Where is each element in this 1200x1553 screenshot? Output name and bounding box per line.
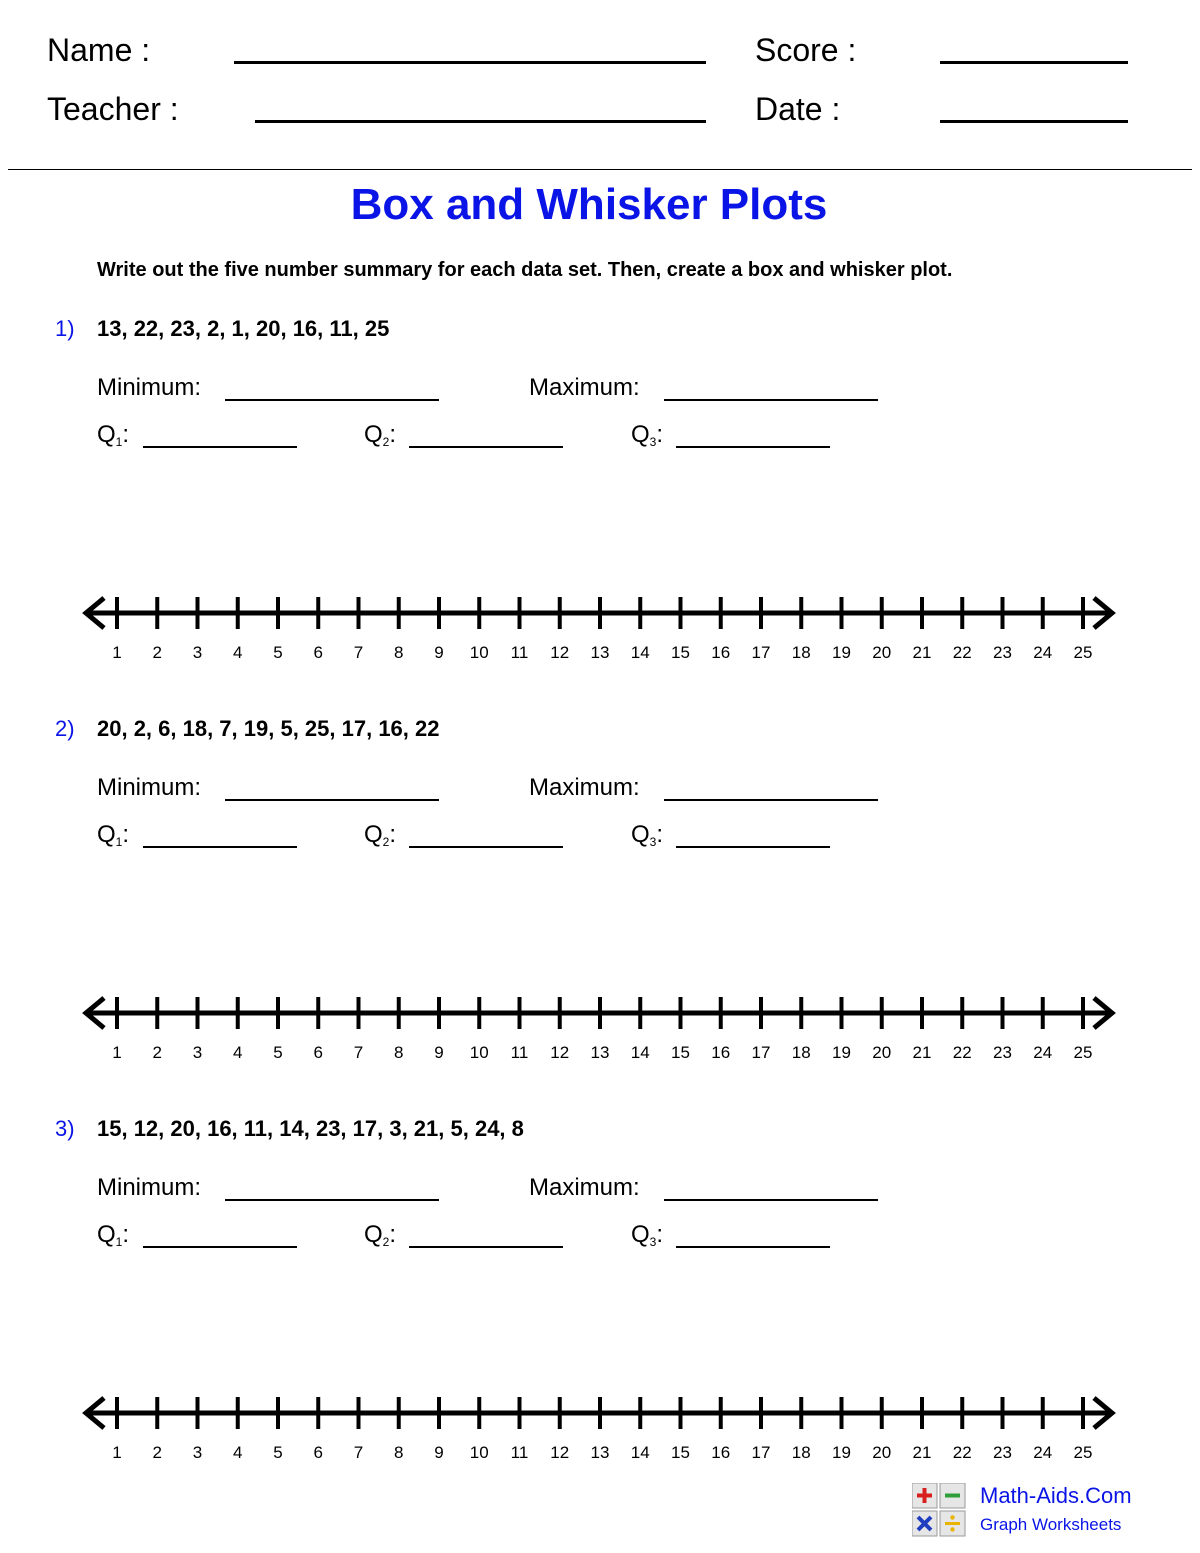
score-label: Score :: [755, 32, 857, 68]
tick-label: 2: [152, 1043, 162, 1060]
tick-label: 17: [751, 1443, 771, 1460]
teacher-field[interactable]: [255, 120, 706, 123]
q2-blank[interactable]: [409, 846, 563, 848]
tick-label: 21: [912, 643, 932, 660]
tick-label: 22: [952, 1043, 972, 1060]
q3-label: $Q_3$:: [631, 421, 664, 449]
tick-label: 25: [1073, 643, 1093, 660]
tick-label: 14: [630, 1043, 650, 1060]
tick-label: 13: [590, 643, 610, 660]
maximum-blank[interactable]: [664, 799, 878, 801]
tick-label: 1: [112, 643, 122, 660]
header-divider: [8, 169, 1192, 170]
maximum-label: Maximum:: [529, 774, 640, 801]
tick-label: 19: [832, 1043, 851, 1060]
tick-label: 24: [1033, 1043, 1053, 1060]
tick-label: 22: [952, 1443, 972, 1460]
tick-label: 4: [233, 1443, 243, 1460]
tick-label: 5: [273, 1443, 283, 1460]
date-label: Date :: [755, 91, 841, 127]
problem-3: [0, 1116, 1200, 1516]
tick-label: 9: [434, 643, 444, 660]
q2-label: $Q_2$:: [364, 821, 397, 849]
tick-label: 9: [434, 1443, 444, 1460]
number-line[interactable]: [78, 590, 1122, 660]
tick-label: 23: [993, 1443, 1012, 1460]
tick-label: 25: [1073, 1443, 1093, 1460]
name-label: Name :: [47, 32, 151, 68]
q2-blank[interactable]: [409, 446, 563, 448]
q3-label: $Q_3$:: [631, 821, 664, 849]
tick-label: 8: [394, 1443, 404, 1460]
maximum-label: Maximum:: [529, 1174, 640, 1201]
brand-subtitle: Graph Worksheets: [980, 1515, 1122, 1534]
problem-number: 2): [55, 716, 75, 741]
tick-label: 20: [872, 1443, 892, 1460]
tick-label: 3: [192, 1043, 203, 1060]
tick-label: 21: [912, 1043, 932, 1060]
tick-label: 23: [993, 643, 1012, 660]
tick-label: 11: [510, 1043, 529, 1060]
page-title: Box and Whisker Plots: [350, 180, 828, 229]
tick-label: 24: [1033, 643, 1053, 660]
tick-label: 23: [993, 1043, 1012, 1060]
q3-blank[interactable]: [676, 446, 830, 448]
tick-label: 18: [791, 1443, 811, 1460]
tick-label: 2: [152, 643, 162, 660]
problem-2: [0, 716, 1200, 1116]
tick-label: 15: [671, 1443, 690, 1460]
tick-label: 10: [469, 1443, 489, 1460]
minimum-blank[interactable]: [225, 799, 439, 801]
number-line[interactable]: [78, 1390, 1122, 1460]
tick-label: 16: [711, 1443, 731, 1460]
tick-label: 3: [192, 643, 203, 660]
tick-label: 5: [273, 643, 283, 660]
minimum-label: Minimum:: [97, 1174, 202, 1201]
q3-label: $Q_3$:: [631, 1221, 664, 1249]
q1-label: $Q_1$:: [97, 821, 130, 849]
tick-label: 13: [590, 1443, 610, 1460]
q2-label: $Q_2$:: [364, 1221, 397, 1249]
teacher-label: Teacher :: [47, 91, 179, 127]
instructions: Write out the five number summary for each data set. Then, create a box and whisker plot.: [97, 259, 953, 281]
minimum-label: Minimum:: [97, 374, 202, 401]
tick-label: 12: [550, 643, 570, 660]
q2-blank[interactable]: [409, 1246, 563, 1248]
operations-icon: [912, 1483, 968, 1539]
problem-number: 1): [55, 316, 75, 341]
tick-label: 16: [711, 643, 731, 660]
tick-label: 24: [1033, 1443, 1053, 1460]
tick-label: 16: [711, 1043, 731, 1060]
maximum-blank[interactable]: [664, 1199, 878, 1201]
tick-label: 10: [469, 643, 489, 660]
tick-label: 20: [872, 1043, 892, 1060]
problem-1: [0, 316, 1200, 716]
tick-label: 17: [751, 643, 771, 660]
name-field[interactable]: [234, 61, 706, 64]
tick-label: 6: [313, 1043, 323, 1060]
tick-label: 12: [550, 1443, 570, 1460]
tick-label: 7: [353, 1443, 364, 1460]
tick-label: 15: [671, 643, 690, 660]
tick-label: 13: [590, 1043, 610, 1060]
tick-label: 5: [273, 1043, 283, 1060]
tick-label: 17: [751, 1043, 771, 1060]
minimum-blank[interactable]: [225, 399, 439, 401]
number-line[interactable]: [78, 990, 1122, 1060]
data-set: 15, 12, 20, 16, 11, 14, 23, 17, 3, 21, 5, 24, 8: [97, 1116, 524, 1141]
tick-label: 3: [192, 1443, 203, 1460]
tick-label: 6: [313, 1443, 323, 1460]
q1-blank[interactable]: [143, 1246, 297, 1248]
tick-label: 4: [233, 643, 243, 660]
tick-label: 11: [510, 1443, 529, 1460]
tick-label: 18: [791, 643, 811, 660]
tick-label: 19: [832, 643, 851, 660]
tick-label: 11: [510, 643, 529, 660]
tick-label: 10: [469, 1043, 489, 1060]
minimum-label: Minimum:: [97, 774, 202, 801]
tick-label: 9: [434, 1043, 444, 1060]
problem-number: 3): [55, 1116, 75, 1141]
date-field[interactable]: [940, 120, 1128, 123]
tick-label: 1: [112, 1043, 122, 1060]
data-set: 13, 22, 23, 2, 1, 20, 16, 11, 25: [97, 316, 390, 341]
tick-label: 8: [394, 1043, 404, 1060]
score-field[interactable]: [940, 61, 1128, 64]
tick-label: 6: [313, 643, 323, 660]
tick-label: 1: [112, 1443, 122, 1460]
tick-label: 22: [952, 643, 972, 660]
brand-name[interactable]: Math-Aids.Com: [980, 1483, 1132, 1508]
q3-blank[interactable]: [676, 1246, 830, 1248]
tick-label: 15: [671, 1043, 690, 1060]
q1-label: $Q_1$:: [97, 1221, 130, 1249]
tick-label: 7: [353, 643, 364, 660]
tick-label: 14: [630, 1443, 650, 1460]
maximum-blank[interactable]: [664, 399, 878, 401]
q1-blank[interactable]: [143, 446, 297, 448]
q1-label: $Q_1$:: [97, 421, 130, 449]
math-aids-logo: [912, 1483, 1152, 1539]
tick-label: 7: [353, 1043, 364, 1060]
q2-label: $Q_2$:: [364, 421, 397, 449]
tick-label: 4: [233, 1043, 243, 1060]
q1-blank[interactable]: [143, 846, 297, 848]
minimum-blank[interactable]: [225, 1199, 439, 1201]
tick-label: 14: [630, 643, 650, 660]
data-set: 20, 2, 6, 18, 7, 19, 5, 25, 17, 16, 22: [97, 716, 440, 741]
tick-label: 25: [1073, 1043, 1093, 1060]
tick-label: 12: [550, 1043, 570, 1060]
tick-label: 2: [152, 1443, 162, 1460]
maximum-label: Maximum:: [529, 374, 640, 401]
tick-label: 18: [791, 1043, 811, 1060]
q3-blank[interactable]: [676, 846, 830, 848]
tick-label: 20: [872, 643, 892, 660]
tick-label: 19: [832, 1443, 851, 1460]
tick-label: 8: [394, 643, 404, 660]
tick-label: 21: [912, 1443, 932, 1460]
